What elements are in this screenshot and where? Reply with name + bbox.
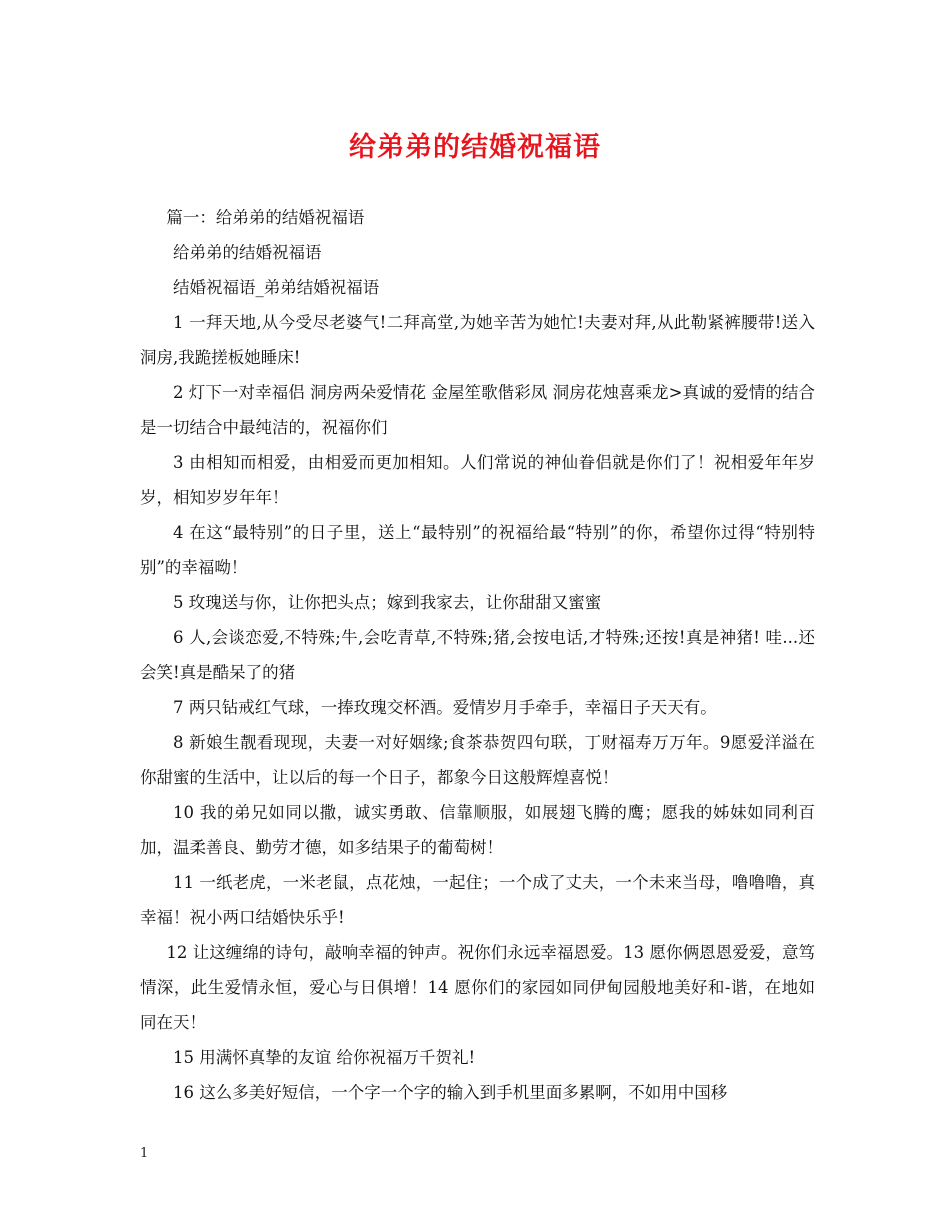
paragraph: 4 在这“最特别”的日子里，送上“最特别”的祝福给最“特别”的你，希望你过得“特别特别”的幸福呦！ (140, 523, 815, 577)
document-body (140, 200, 815, 1110)
paragraph: 15 用满怀真挚的友谊 给你祝福万千贺礼! (173, 1048, 476, 1067)
paragraph: 6 人,会谈恋爱,不特殊;牛,会吃青草,不特殊;猪,会按电话,才特殊;还按!真是神猪! 哇...还会笑!真是酷呆了的猪 (140, 628, 815, 682)
paragraph: 结婚祝福语_弟弟结婚祝福语 (173, 278, 380, 297)
paragraph: 给弟弟的结婚祝福语 (173, 243, 322, 262)
paragraph: 1 一拜天地,从今受尽老婆气!二拜高堂,为她辛苦为她忙!夫妻对拜,从此勒紧裤腰带!送入洞房,我跪搓板她睡床! (140, 313, 815, 367)
paragraph: 11 一纸老虎，一米老鼠，点花烛，一起住；一个成了丈夫，一个未来当母，噜噜噜，真幸福！祝小两口结婚快乐乎! (140, 873, 815, 927)
paragraph: 10 我的弟兄如同以撒，诚实勇敢、信靠顺服，如展翅飞腾的鹰；愿我的姊妹如同利百加，温柔善良、勤劳才德，如多结果子的葡萄树！ (140, 803, 815, 857)
page-number: 1 (140, 1146, 149, 1161)
paragraph: 篇一：给弟弟的结婚祝福语 (166, 208, 365, 227)
paragraph: 16 这么多美好短信，一个字一个字的输入到手机里面多累啊，不如用中国移 (173, 1083, 728, 1102)
document-title: 给弟弟的结婚祝福语 (349, 132, 601, 163)
paragraph: 8 新娘生靓看现现，夫妻一对好姻缘;食茶恭贺四句联，丁财福寿万万年。9愿爱洋溢在你甜蜜的生活中，让以后的每一个日子，都象今日这般辉煌喜悦！ (140, 733, 815, 787)
paragraph: 2 灯下一对幸福侣 洞房两朵爱情花 金屋笙歌偕彩凤 洞房花烛喜乘龙>真诚的爱情的结合是一切结合中最纯洁的，祝福你们 (140, 383, 815, 437)
paragraph: 7 两只钻戒红气球，一捧玫瑰交杯酒。爱情岁月手牵手，幸福日子天天有。 (173, 698, 717, 717)
paragraph: 5 玫瑰送与你，让你把头点；嫁到我家去，让你甜甜又蜜蜜 (173, 593, 602, 612)
paragraph: 3 由相知而相爱，由相爱而更加相知。人们常说的神仙眷侣就是你们了！祝相爱年年岁岁，相知岁岁年年！ (140, 453, 815, 507)
paragraph: 12 让这缠绵的诗句，敲响幸福的钟声。祝你们永远幸福恩爱。13 愿你俩恩恩爱爱，意笃情深，此生爱情永恒，爱心与日俱增！14 愿你们的家园如同伊甸园般地美好和-谐，在地如同在天！ (140, 943, 815, 1032)
